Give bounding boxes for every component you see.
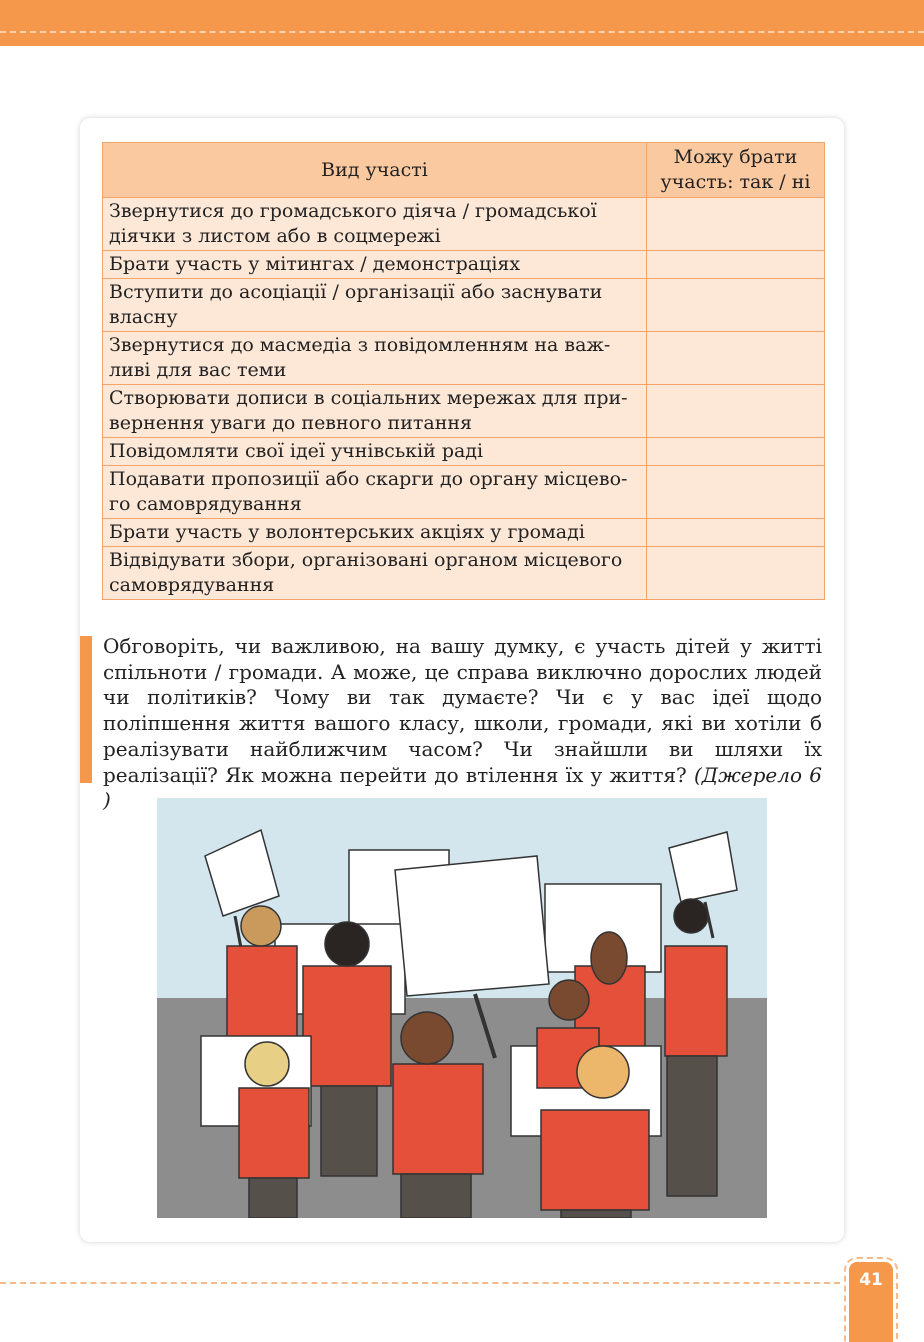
answer-cell[interactable]	[647, 385, 825, 438]
table-row	[103, 547, 825, 600]
page-number: 41	[859, 1270, 883, 1290]
table-row	[103, 332, 825, 385]
participation-type-cell: Звернутися до масмедіа з повідомленням на важ- ливі для вас теми	[103, 332, 647, 385]
participation-type-cell: Відвідувати збори, організовані органом місцевого самоврядування	[103, 547, 647, 600]
participation-type-cell: Створювати дописи в соціальних мережах для при- вернення уваги до певного питання	[103, 385, 647, 438]
participation-table	[102, 142, 825, 600]
header-participation-type: Вид участі	[103, 143, 647, 198]
discussion-text: Обговоріть, чи важливою, на вашу думку, є участь дітей у житті спільноти / громади. А може, це справа виключно дорослих людей чи політиків? Чому ви так думаєте? Чи є у вас ідеї щодо поліпшення життя вашого класу, школи, громади, які ви хотіли б реалізувати найближчим часом? Чи знайшли ви шляхи їх реалізації? Як можна перейти до втілення їх у життя?	[103, 634, 822, 787]
table-row	[103, 279, 825, 332]
answer-cell[interactable]	[647, 332, 825, 385]
answer-cell[interactable]	[647, 466, 825, 519]
table-row	[103, 519, 825, 547]
participation-type-cell: Брати участь у волонтерських акціях у громаді	[103, 519, 647, 547]
header-can-participate: Можу брати участь: так / ні	[647, 143, 825, 198]
answer-cell[interactable]	[647, 251, 825, 279]
answer-cell[interactable]	[647, 547, 825, 600]
footer-dashed-line	[0, 1282, 840, 1284]
table-row	[103, 251, 825, 279]
discussion-paragraph	[103, 634, 822, 814]
table-row	[103, 438, 825, 466]
top-header-bar	[0, 0, 924, 46]
header-dashed-line	[0, 31, 924, 33]
answer-cell[interactable]	[647, 279, 825, 332]
source-reference: (Джерело 6 )	[103, 762, 823, 813]
answer-cell[interactable]	[647, 438, 825, 466]
table-row	[103, 466, 825, 519]
answer-cell[interactable]	[647, 198, 825, 251]
participation-type-cell: Брати участь у мітингах / демонстраціях	[103, 251, 647, 279]
discussion-side-marker	[80, 636, 92, 783]
table-row	[103, 198, 825, 251]
table-row	[103, 385, 825, 438]
protest-illustration	[157, 798, 767, 1218]
page-number-tab	[849, 1262, 893, 1342]
participation-type-cell: Звернутися до громадського діяча / громадської діячки з листом або в соцмережі	[103, 198, 647, 251]
participation-type-cell: Повідомляти свої ідеї учнівській раді	[103, 438, 647, 466]
participation-type-cell: Подавати пропозиції або скарги до органу місцево- го самоврядування	[103, 466, 647, 519]
table-header-row	[103, 143, 825, 198]
participation-type-cell: Вступити до асоціації / організації або заснувати власну	[103, 279, 647, 332]
answer-cell[interactable]	[647, 519, 825, 547]
